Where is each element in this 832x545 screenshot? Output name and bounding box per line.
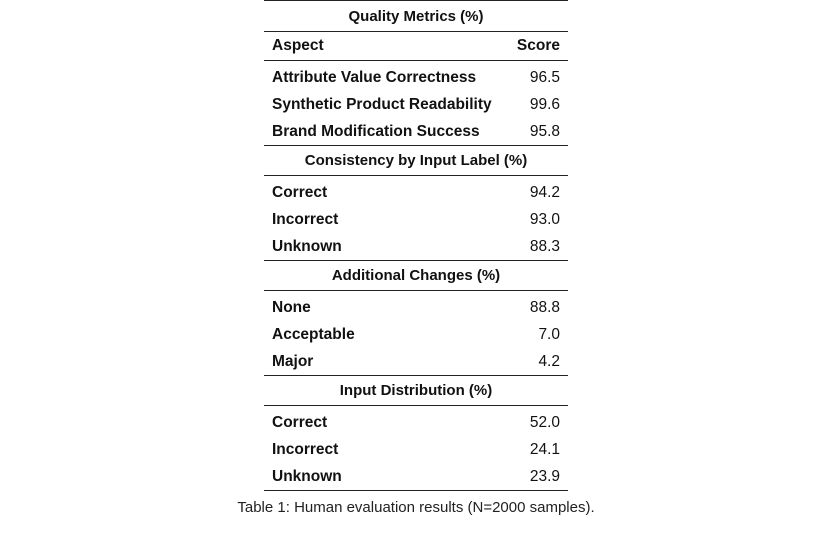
section-title-row — [264, 376, 568, 406]
table-row — [264, 233, 568, 261]
table-row — [264, 206, 568, 233]
row-value: 88.8 — [529, 298, 560, 316]
row-label: Correct — [272, 413, 328, 431]
row-value: 95.8 — [529, 122, 560, 140]
table-row — [264, 463, 568, 491]
human-evaluation-table — [264, 0, 568, 491]
row-label: Brand Modification Success — [272, 122, 480, 140]
row-label: Incorrect — [272, 440, 339, 458]
row-value: 7.0 — [538, 325, 560, 343]
aspect-column-header: Aspect — [264, 32, 507, 61]
row-value: 96.5 — [529, 68, 560, 86]
results-table-container — [264, 0, 568, 491]
table-row — [264, 348, 568, 376]
row-label: Attribute Value Correctness — [272, 68, 477, 86]
row-value: 4.2 — [538, 352, 560, 370]
row-label: Unknown — [272, 237, 342, 255]
table-row — [264, 118, 568, 146]
row-value: 24.1 — [529, 440, 560, 458]
section-title: Input Distribution (%) — [264, 376, 568, 406]
section-title: Consistency by Input Label (%) — [264, 146, 568, 176]
section-title-row — [264, 146, 568, 176]
row-label: Acceptable — [272, 325, 355, 343]
section-title: Quality Metrics (%) — [264, 1, 568, 32]
row-label: None — [272, 298, 311, 316]
row-value: 23.9 — [507, 463, 568, 491]
table-row — [264, 291, 568, 322]
table-row — [264, 406, 568, 437]
row-label: Correct — [272, 183, 328, 201]
row-value: 93.0 — [529, 210, 560, 228]
row-value: 99.6 — [529, 95, 560, 113]
table-caption: Table 1: Human evaluation results (N=2000 samples). — [237, 499, 595, 516]
column-header-row — [264, 32, 568, 61]
table-row — [264, 321, 568, 348]
section-title-row — [264, 1, 568, 32]
row-label: Unknown — [264, 463, 507, 491]
section-title: Additional Changes (%) — [264, 261, 568, 291]
row-label: Major — [272, 352, 314, 370]
row-value: 94.2 — [529, 183, 560, 201]
score-column-header: Score — [507, 32, 568, 61]
table-row — [264, 61, 568, 92]
row-label: Incorrect — [272, 210, 339, 228]
table-row — [264, 176, 568, 207]
table-row — [264, 436, 568, 463]
section-title-row — [264, 261, 568, 291]
table-row — [264, 91, 568, 118]
row-value: 52.0 — [529, 413, 560, 431]
row-value: 88.3 — [529, 237, 560, 255]
row-label: Synthetic Product Readability — [272, 95, 492, 113]
